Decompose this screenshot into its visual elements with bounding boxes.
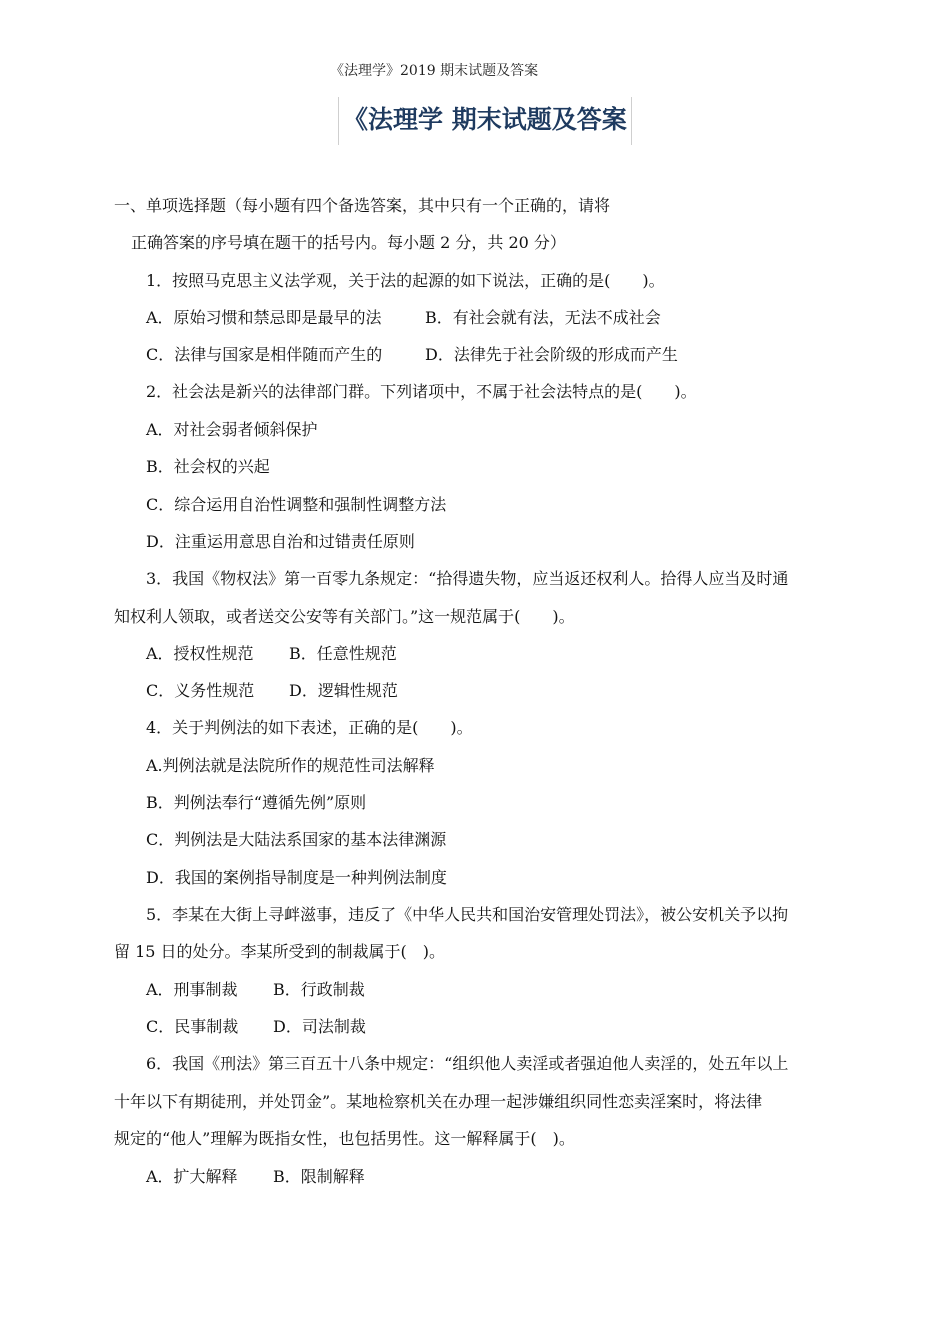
question-5-option-b: B．行政制裁: [273, 980, 365, 999]
question-1-stem: 1．按照马克思主义法学观，关于法的起源的如下说法，正确的是( )。: [146, 271, 665, 290]
title-box: [338, 97, 632, 145]
question-4-option-d: D．我国的案例指导制度是一种判例法制度: [146, 868, 447, 887]
question-6-stem-line-3: 规定的“他人”理解为既指女性，也包括男性。这一解释属于( )。: [114, 1129, 575, 1148]
question-6-stem-line-2: 十年以下有期徒刑，并处罚金”。某地检察机关在办理一起涉嫌组织同性恋卖淫案时，将法律: [114, 1092, 763, 1111]
question-3-stem-line-2: 知权利人领取，或者送交公安等有关部门。”这一规范属于( )。: [114, 607, 575, 626]
question-5-stem-line-1: 5．李某在大街上寻衅滋事，违反了《中华人民共和国治安管理处罚法》，被公安机关予以拘: [146, 905, 789, 924]
question-5-stem-line-2: 留 15 日的处分。李某所受到的制裁属于( )。: [114, 942, 446, 961]
question-3-option-b: B．任意性规范: [289, 644, 397, 663]
question-1-option-a: A．原始习惯和禁忌即是最早的法: [146, 308, 382, 327]
question-2-option-d: D．注重运用意思自治和过错责任原则: [146, 532, 415, 551]
question-5-option-d: D．司法制裁: [273, 1017, 366, 1036]
question-3-option-d: D．逻辑性规范: [289, 681, 398, 700]
question-5-option-c: C．民事制裁: [146, 1017, 239, 1036]
question-6-option-b: B．限制解释: [273, 1167, 365, 1186]
question-3-stem-line-1: 3．我国《物权法》第一百零九条规定：“拾得遗失物，应当返还权利人。拾得人应当及时通: [146, 569, 789, 588]
question-2-option-a: A．对社会弱者倾斜保护: [146, 420, 318, 439]
question-4-option-c: C．判例法是大陆法系国家的基本法律渊源: [146, 830, 447, 849]
question-1-option-c: C．法律与国家是相伴随而产生的: [146, 345, 383, 364]
question-6-option-a: A．扩大解释: [146, 1167, 238, 1186]
question-1-option-b: B．有社会就有法，无法不成社会: [425, 308, 661, 327]
question-1-option-d: D．法律先于社会阶级的形成而产生: [425, 345, 678, 364]
question-4-option-b: B．判例法奉行“遵循先例”原则: [146, 793, 367, 812]
question-4-option-a: A.判例法就是法院所作的规范性司法解释: [146, 756, 435, 775]
page-header: 《法理学》2019 期末试题及答案: [330, 63, 539, 79]
question-6-stem-line-1: 6．我国《刑法》第三百五十八条中规定：“组织他人卖淫或者强迫他人卖淫的，处五年以上: [146, 1054, 789, 1073]
question-2-option-b: B．社会权的兴起: [146, 457, 270, 476]
question-3-option-c: C．义务性规范: [146, 681, 255, 700]
section-heading-line-1: 一、单项选择题（每小题有四个备选答案，其中只有一个正确的，请将: [114, 196, 611, 215]
document-title: 《法理学 期末试题及答案: [343, 105, 627, 134]
question-2-option-c: C．综合运用自治性调整和强制性调整方法: [146, 495, 447, 514]
question-3-option-a: A．授权性规范: [146, 644, 254, 663]
question-4-stem: 4．关于判例法的如下表述，正确的是( )。: [146, 718, 473, 737]
section-heading-line-2: 正确答案的序号填在题干的括号内。每小题 2 分，共 20 分）: [131, 233, 566, 252]
question-2-stem: 2．社会法是新兴的法律部门群。下列诸项中，不属于社会法特点的是( )。: [146, 382, 697, 401]
question-5-option-a: A．刑事制裁: [146, 980, 238, 999]
